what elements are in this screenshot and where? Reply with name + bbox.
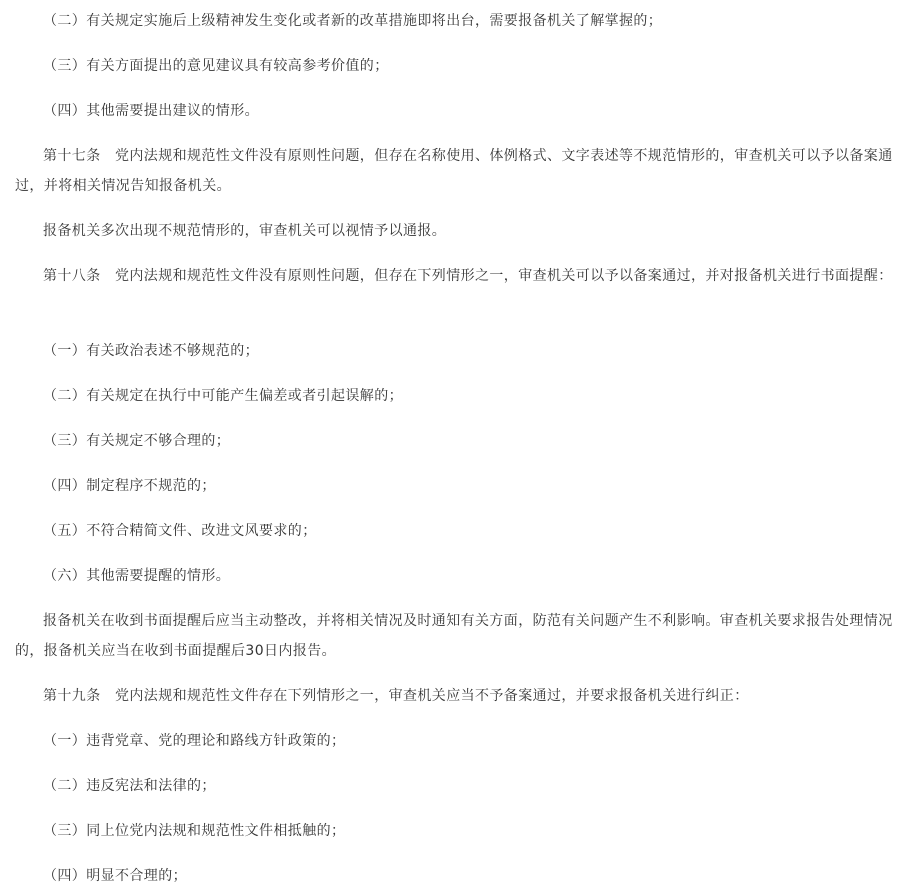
list-item: （一）违背党章、党的理论和路线方针政策的；: [43, 733, 346, 749]
list-item: （五）不符合精简文件、改进文风要求的；: [43, 523, 317, 539]
list-item: （六）其他需要提醒的情形。: [43, 568, 231, 584]
article-18-paragraph: 第十八条 党内法规和规范性文件没有原则性问题，但存在下列情形之一，审查机关可以予以备案通过，并对报备机关进行书面提醒：: [43, 268, 893, 284]
paragraph: （三）有关方面提出的意见建议具有较高参考价值的；: [43, 58, 389, 74]
article-17-paragraph: 第十七条 党内法规和规范性文件没有原则性问题，但存在名称使用、体例格式、文字表述等不规范情形的，审查机关可以予以备案通过，并将相关情况告知报备机关。: [15, 148, 893, 194]
list-item: （三）同上位党内法规和规范性文件相抵触的；: [43, 823, 346, 839]
paragraph: 报备机关多次出现不规范情形的，审查机关可以视情予以通报。: [43, 223, 447, 239]
list-item: （四）明显不合理的；: [43, 868, 187, 884]
list-item: （四）制定程序不规范的；: [43, 478, 216, 494]
article-19-paragraph: 第十九条 党内法规和规范性文件存在下列情形之一，审查机关应当不予备案通过，并要求报备机关进行纠正：: [43, 688, 749, 704]
list-item: （二）违反宪法和法律的；: [43, 778, 216, 794]
paragraph: （二）有关规定实施后上级精神发生变化或者新的改革措施即将出台，需要报备机关了解掌握的；: [43, 13, 663, 29]
list-item: （三）有关规定不够合理的；: [43, 433, 231, 449]
paragraph: 报备机关在收到书面提醒后应当主动整改，并将相关情况及时通知有关方面，防范有关问题产生不利影响。审查机关要求报告处理情况的，报备机关应当在收到书面提醒后30日内报告。: [15, 613, 893, 659]
list-item: （一）有关政治表述不够规范的；: [43, 343, 259, 359]
list-item: （二）有关规定在执行中可能产生偏差或者引起误解的；: [43, 388, 403, 404]
paragraph: （四）其他需要提出建议的情形。: [43, 103, 259, 119]
